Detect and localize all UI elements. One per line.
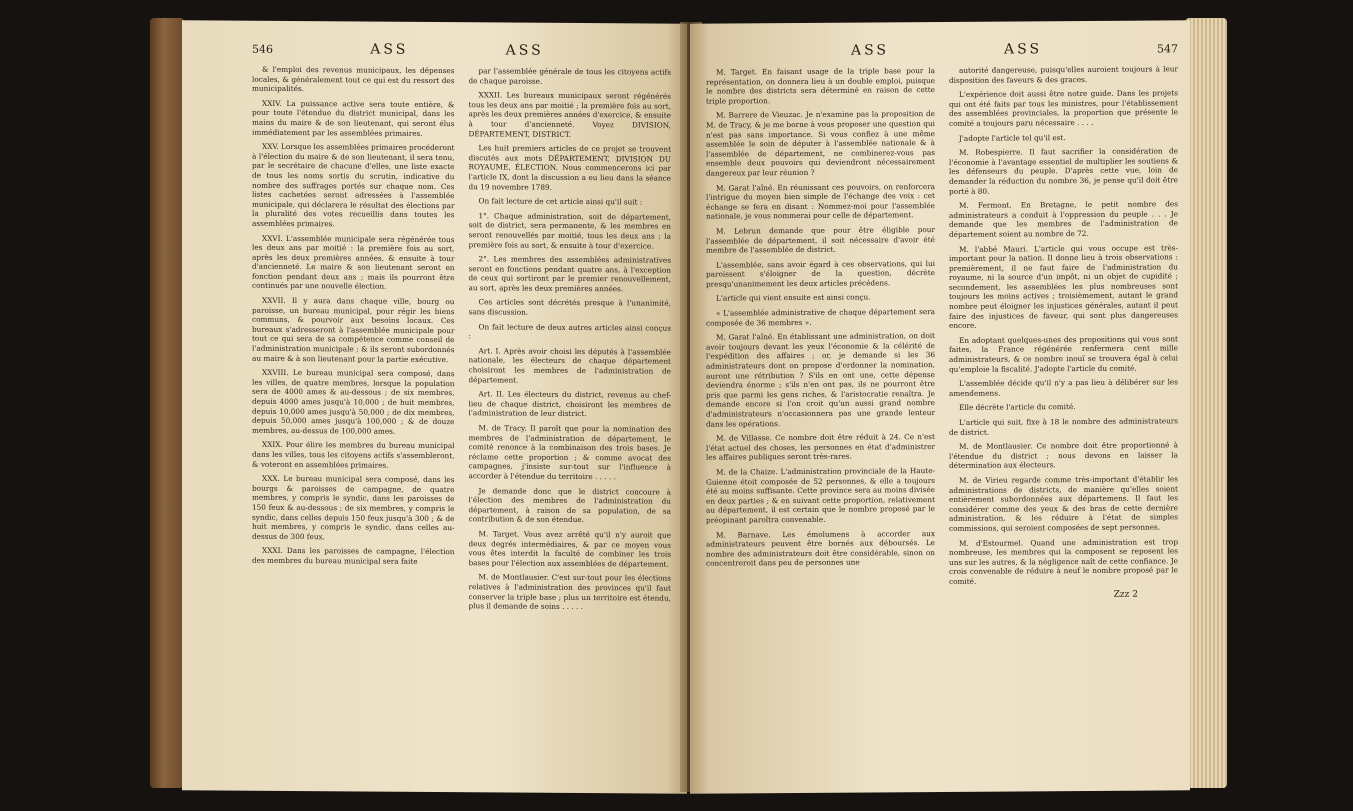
right-head-word-2: ASS (1003, 41, 1043, 58)
right-col2-paragraph: M. d'Estourmel. Quand une administration est trop nombreuse, les membres qui la composent se reposent les uns sur les autres, & la négligence naît de cette confiance. Je crois convenable de réduire à neuf le nombre proposé par le comité. (949, 536, 1178, 586)
left-col2-paragraph: M. de Tracy. Il paroît que pour la nomination des membres de l'administration de département, le comité renonce à la combinaison des trois bases. Je réclame cette proportion ; & comme avocat des campagnes, j'insiste sur-tout sur l'influence à accorder à l'étendue du territoire . . . . . (468, 423, 671, 482)
right-col2-paragraph: En adoptant quelques-unes des propositions qui vous sont faites, la France régénérée renfermera cent mille administrateurs, & ce nombre inouï se trouvera égal à celui qu'emploie la fiscalité. J'adopte l'article du comité. (949, 334, 1178, 374)
left-col1-paragraph: XXIX. Pour élire les membres du bureau municipal dans les villes, tous les citoyens actifs s'assembleront, & voteront en assemblées primaires. (252, 440, 455, 470)
right-head-word-1: ASS (850, 42, 890, 59)
left-page-number: 546 (252, 42, 273, 56)
left-col1-paragraph: XXVIII. Le bureau municipal sera composé, dans les villes, de quatre membres, lorsque la population sera de 4000 ames & au-dessous ; de six membres, depuis 4000 ames jusqu'à 10,000 ; de huit membres, depuis 10,000 ames jusqu'à 50,000 ; de dix membres, depuis 50,000 ames jusqu'à 100,000 ; & de douze membres, au-dessus de 100,000 ames. (252, 368, 455, 436)
left-col1-paragraph: XXV. Lorsque les assemblées primaires procéderont à l'élection du maire & de son lieutenant, il sera tenu, par le secrétaire de chacune d'elles, une liste exacte de tous les noms sortis du scrutin, indicative du nombre des suffrages portés sur chaque nom. Ces listes cachetées seront adressées à l'assemblée municipale, qui déclarera le résultat des élections par la pluralité des votes recueillis dans toutes les assemblées primaires. (252, 141, 455, 229)
left-col1-paragraph: & l'emploi des revenus municipaux, les dépenses locales, & généralement tout ce qui est du ressort des municipalités. (252, 64, 455, 94)
right-col1-paragraph: M. Garat l'aîné. En établissant une administration, on doit avoir toujours devant les yeux l'économie & la célérité de l'expédition des affaires ; or, je demande si les 36 administrateurs dont on propose d'ordonner la nomination, auront une rétribution ? S'ils en ont une, cette dépense deviendra énorme ; s'ils n'en ont pas, ils ne pourront être pris que parmi les gens riches, & l'aristocratie renaîtra. Je demande encore si l'on croit qu'un aussi grand nombre d'administrateurs n'occasionnera pas une grande lenteur dans les opérations. (706, 331, 935, 429)
book-cover-left-edge (150, 18, 184, 788)
right-col1-paragraph: M. de Villasse. Ce nombre doit être réduit à 24. Ce n'est l'état actuel des choses, les personnes en état d'administrer les affaires publiques seront très-rares. (706, 432, 935, 463)
left-head-word-2: ASS (505, 42, 544, 59)
right-col1-paragraph: M. Lebrun demande que pour être éligible pour l'assemblée de département, il soit nécessaire d'avoir été membre de l'assemblée de district. (706, 224, 935, 255)
right-col2-paragraph: L'expérience doit aussi être notre guide. Dans les projets qui ont été faits par tous les ministres, pour l'établissement des assemblées provinciales, la proportion que présente le comité a toujours paru nécessaire . . . . (949, 88, 1178, 128)
left-page (182, 20, 687, 794)
right-col2-paragraph: L'article qui suit, fixe à 18 le nombre des administrateurs de district. (949, 416, 1178, 437)
left-col2-paragraph: Je demande donc que le district concoure à l'élection des membres de l'administration du département, à raison de sa population, de sa contribution & de son étendue. (468, 485, 671, 525)
left-col2-paragraph: On fait lecture de deux autres articles ainsi conçus : (468, 321, 671, 341)
left-running-head (252, 41, 671, 66)
page-signature-mark: Zzz 2 (1113, 589, 1138, 600)
left-col2-paragraph: XXXII. Les bureaux municipaux seront régénérés tous les deux ans par moitié ; la première fois au sort, après les deux premières années d'exercice, & ensuite à tour d'ancienneté. Voyez DIVISION, DÉPARTEMENT, DISTRICT. (468, 90, 671, 139)
left-page-column-1 (252, 65, 455, 771)
right-col1-paragraph: M. Barrere de Vieuzac. Je n'examine pas la proposition de M. de Tracy, & je me borne à vous proposer une question qui n'est pas sans importance. Si vous confiez à une même assemblée le soin de députer à l'assemblée nationale & à l'assemblée de département, ne combinerez-vous pas ensemble deux pouvoirs qui deviendront nécessairement dangereux par leur réunion ? (706, 109, 935, 178)
left-col1-paragraph: XXVII. Il y aura dans chaque ville, bourg ou paroisse, un bureau municipal, pour régir les biens communs, & pourvoir aux besoins locaux. Ces bureaux s'adresseront à l'assemblée municipale pour tout ce qui sera de sa compétence comme conseil de l'administration municipale ; & ils seront subordonnés au maire & à son lieutenant pour la partie exécutive. (252, 295, 455, 364)
right-col2-paragraph: M. l'abbé Mauri. L'article qui vous occupe est très-important pour la nation. Il donne lieu à trois observations : premièrement, il ne faut faire de l'administration du royaume, ni la source d'un impôt, ni un objet de cupidité ; secondement, les assemblées les plus nombreuses sont toujours les moins actives ; troisièmement, autant le grand nombre peut éloigner les injustices générales, autant il peut faire des injustices de faveur, qui sont plus dangereuses encore. (949, 242, 1178, 331)
left-col1-paragraph: XXIV. La puissance active sera toute entière, & pour toute l'étendue du district municipal, dans les mains du maire & de son lieutenant, qui seront élus immédiatement par les assemblées primaires. (252, 98, 455, 138)
right-col2-paragraph: Elle décrète l'article du comité. (959, 402, 1076, 413)
right-col1-paragraph: M. Garat l'aîné. En réunissant ces pouvoirs, on renforcera l'intrigue du moyen bien simple de l'échange des voix : cet échange se fera en disant : Nommez-moi pour l'assemblée nationale, je vous nommerai pour celle de département. (706, 181, 935, 221)
right-page-column-2 (949, 64, 1178, 771)
right-col1-paragraph: L'article qui vient ensuite est ainsi conçu. (716, 292, 871, 304)
left-col2-paragraph: 1°. Chaque administration, soit de département, soit de district, sera permanente, & les membres en seront renouvellés par moitié, tous les deux ans ; la première fois au sort, & ensuite à tour d'exercice. (468, 211, 671, 251)
right-col1-paragraph: M. Barnave. Les émolumens à accorder aux administrateurs peuvent être bornés aux déboursés. Le nombre des administrateurs doit être considérable, sinon on concentreroit dans peu de personnes une (706, 528, 935, 568)
right-col2-paragraph: M. de Montlausier. Ce nombre doit être proportionné à l'étendue du district ; nous devons en laisser la détermination aux électeurs. (949, 440, 1178, 471)
left-col2-paragraph: Les huit premiers articles de ce projet se trouvent discutés aux mots DÉPARTEMENT, DIVISION DU ROYAUME, ÉLECTION. Nous commencerons ici par l'article IX, dont la discussion a eu lieu dans la séance du 19 novembre 1789. (468, 143, 671, 192)
right-col2-paragraph: autorité dangereuse, puisqu'elles auroient toujours à leur disposition des faveurs & des graces. (949, 64, 1178, 85)
right-page-number: 547 (1157, 42, 1178, 56)
left-head-word-1: ASS (370, 41, 409, 58)
left-col2-paragraph: M. de Montlausier. C'est sur-tout pour les élections relatives à l'administration des provinces qu'il faut conserver la triple base ; plus un territoire est étendu, plus il demande de soins . . . . . (468, 572, 671, 612)
left-col2-paragraph: par l'assemblée générale de tous les citoyens actifs de chaque paroisse. (468, 66, 671, 86)
right-col2-paragraph: M. de Virieu regarde comme très-important d'établir les administrations de districts, de manière qu'elles soient entièrement subordonnées aux départemens. Il faut les considérer comme des yeux & des bras de cette dernière administration, & les réduire à l'état de simples commissions, qui seroient composées de sept personnes. (949, 474, 1178, 533)
right-col1-paragraph: M. Target. En faisant usage de la triple base pour la représentation, on donnera lieu à un double emploi, puisque le nombre des districts sera déterminé en raison de cette triple proportion. (706, 66, 935, 106)
left-col1-paragraph: XXX. Le bureau municipal sera composé, dans les bourgs & paroisses de campagne, de quatre membres, y compris le syndic, dans les paroisses de 150 feux & au-dessous ; de six membres, y compris le syndic, dans celles depuis 150 feux jusqu'à 300 ; & de huit membres, y compris le syndic, dans celles au-dessus de 300 feux. (252, 473, 455, 541)
left-col2-paragraph: M. Target. Vous avez arrêté qu'il n'y auroit que deux degrés intermédiaires, & par ce moyen vous vous êtes interdit la faculté de combiner les trois bases pour l'élection aux assemblées de département. (468, 529, 671, 569)
right-col1-paragraph: M. de la Chaize. L'administration provinciale de la Haute-Guienne étoit composée de 52 personnes, & elle a toujours été au moins suffisante. Cette province sera au moins divisée en deux parties ; & en suivant cette proportion, relativement au département, il est certain que le nombre proposé par le préopinant paroîtra convenable. (706, 466, 935, 525)
right-running-head (706, 40, 1178, 65)
right-page-column-1 (706, 66, 935, 773)
left-col2-paragraph: On fait lecture de cet article ainsi qu'il suit : (478, 196, 643, 207)
right-page (690, 20, 1190, 793)
right-col2-paragraph: M. Robespierre. Il faut sacrifier la considération de l'économie à l'avantage essentiel de multiplier les soutiens & les défenseurs du peuple. D'après cette vue, loin de demander la réduction du nombre 36, je pense qu'il doit être porté à 80. (949, 146, 1178, 196)
left-col2-paragraph: Ces articles sont décrétés presque à l'unanimité, sans discussion. (468, 297, 671, 317)
right-col2-paragraph: J'adopte l'article tel qu'il est. (959, 132, 1066, 143)
left-page-column-2 (469, 66, 672, 772)
left-col1-paragraph: XXVI. L'assemblée municipale sera régénérée tous les deux ans par moitié : la première fois au sort, après les deux premières années, & ensuite à tour d'ancienneté. Le maire & son lieutenant seront en fonction pendant deux ans ; mais ils pourront être continués par une nouvelle élection. (252, 233, 455, 292)
left-col1-paragraph: XXXI. Dans les paroisses de campagne, l'élection des membres du bureau municipal sera faite (252, 546, 455, 566)
left-col2-paragraph: 2°. Les membres des assemblées administratives seront en fonctions pendant quatre ans, à l'exception de ceux qui sortiront par le premier renouvellement, au sort, après les deux premières années. (468, 254, 671, 294)
right-col2-paragraph: M. Fermont. En Bretagne, le petit nombre des administrateurs a conduit à l'oppression du peuple . . . Je demande que les membres de l'administration de département soient au nombre de 72. (949, 199, 1178, 239)
right-col2-paragraph: L'assemblée décide qu'il n'y a pas lieu à délibérer sur les amendemens. (949, 377, 1178, 398)
left-col2-paragraph: Art. II. Les électeurs du district, revenus au chef-lieu de chaque district, choisiront les membres de l'administration de leur district. (468, 389, 671, 419)
left-col2-paragraph: Art. I. Après avoir choisi les députés à l'assemblée nationale, les électeurs de chaque département choisiront les membres de l'administration de département. (468, 346, 671, 385)
right-col1-paragraph: « L'assemblée administrative de chaque département sera composée de 36 membres ». (706, 307, 935, 328)
book-page-edges-right (1185, 18, 1227, 788)
right-col1-paragraph: L'assemblée, sans avoir égard à ces observations, qui lui paroissent s'éloigner de la question, décrète presqu'unanimement les deux articles précédens. (706, 258, 935, 289)
